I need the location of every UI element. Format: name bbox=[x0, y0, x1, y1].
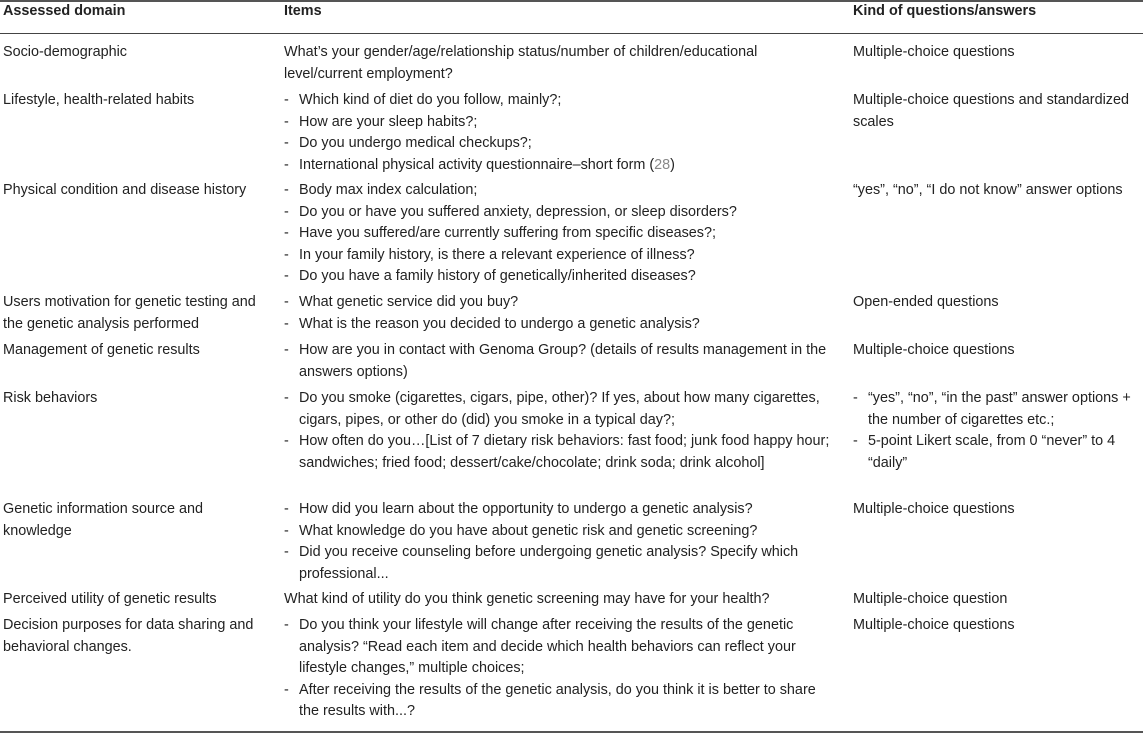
list-item: - Body max index calculation; bbox=[284, 180, 839, 202]
kind-cell: “yes”, “no”, “I do not know” answer options bbox=[853, 182, 1123, 198]
kind-cell: Open-ended questions bbox=[853, 294, 999, 310]
items-list bbox=[284, 180, 839, 288]
list-item: - International physical activity questionnaire–short form (28) bbox=[284, 155, 839, 177]
kind-cell: Multiple-choice question bbox=[853, 591, 1008, 607]
list-item: - In your family history, is there a relevant experience of illness? bbox=[284, 245, 839, 267]
items-list bbox=[284, 499, 839, 585]
list-item: - Do you think your lifestyle will change after receiving the results of the genetic analysis? “Read each item and decide which health behaviors can reflect your lifestyle changes,” multiple choices; bbox=[284, 615, 839, 680]
items-list bbox=[284, 615, 839, 723]
list-item: - How often do you…[List of 7 dietary risk behaviors: fast food; junk food happy hour; sandwiches; fried food; dessert/cake/chocolate; drink soda; drink alcohol] bbox=[284, 431, 839, 474]
items-list bbox=[284, 340, 839, 383]
domain-cell: Risk behaviors bbox=[3, 390, 98, 406]
header-rule bbox=[0, 33, 1143, 34]
kind-cell: Multiple-choice questions bbox=[853, 342, 1015, 358]
list-item: - What genetic service did you buy? bbox=[284, 292, 839, 314]
list-item: - Do you undergo medical checkups?; bbox=[284, 133, 839, 155]
list-item: - How did you learn about the opportunity to undergo a genetic analysis? bbox=[284, 499, 839, 521]
domain-cell: Users motivation for genetic testing and the genetic analysis performed bbox=[3, 294, 256, 332]
list-item: - Did you receive counseling before undergoing genetic analysis? Specify which professional... bbox=[284, 542, 839, 585]
items-list bbox=[284, 388, 839, 474]
kind-cell: Multiple-choice questions bbox=[853, 501, 1015, 517]
items-list bbox=[284, 90, 839, 176]
list-item: - Have you suffered/are currently suffering from specific diseases?; bbox=[284, 223, 839, 245]
kind-cell: Multiple-choice questions and standardized scales bbox=[853, 92, 1129, 130]
list-item: - How are your sleep habits?; bbox=[284, 112, 839, 134]
domain-cell: Socio-demographic bbox=[3, 44, 127, 60]
kind-cell: Multiple-choice questions bbox=[853, 44, 1015, 60]
list-item: - Which kind of diet do you follow, mainly?; bbox=[284, 90, 839, 112]
reference-link[interactable]: 28 bbox=[654, 156, 671, 173]
list-item: - 5-point Likert scale, from 0 “never” to 4 “daily” bbox=[853, 431, 1143, 474]
list-item: - Do you have a family history of genetically/inherited diseases? bbox=[284, 266, 839, 288]
domain-cell: Perceived utility of genetic results bbox=[3, 591, 217, 607]
list-item: - What is the reason you decided to undergo a genetic analysis? bbox=[284, 314, 839, 336]
table-bottom-rule bbox=[0, 731, 1143, 733]
list-item: - What knowledge do you have about genetic risk and genetic screening? bbox=[284, 521, 839, 543]
domain-cell: Management of genetic results bbox=[3, 342, 200, 358]
list-item: - How are you in contact with Genoma Group? (details of results management in the answers options) bbox=[284, 340, 839, 383]
header-assessed-domain: Assessed domain bbox=[3, 3, 126, 19]
items-cell: What’s your gender/age/relationship status/number of children/educational level/current employment? bbox=[284, 44, 758, 82]
list-item: - “yes”, “no”, “in the past” answer options + the number of cigarettes etc.; bbox=[853, 388, 1143, 431]
domain-cell: Decision purposes for data sharing and behavioral changes. bbox=[3, 617, 254, 655]
list-item: - Do you smoke (cigarettes, cigars, pipe, other)? If yes, about how many cigarettes, cigars, pipes, or other do (did) you smoke in a typical day?; bbox=[284, 388, 839, 431]
list-item: - Do you or have you suffered anxiety, depression, or sleep disorders? bbox=[284, 202, 839, 224]
domain-cell: Physical condition and disease history bbox=[3, 182, 247, 198]
kind-cell: Multiple-choice questions bbox=[853, 617, 1015, 633]
domain-cell: Genetic information source and knowledge bbox=[3, 501, 203, 539]
header-kind: Kind of questions/answers bbox=[853, 3, 1037, 19]
kind-list bbox=[853, 388, 1143, 474]
header-items: Items bbox=[284, 3, 322, 19]
domain-cell: Lifestyle, health-related habits bbox=[3, 92, 195, 108]
items-cell: What kind of utility do you think genetic screening may have for your health? bbox=[284, 591, 770, 607]
list-item: - After receiving the results of the genetic analysis, do you think it is better to share the results with...? bbox=[284, 680, 839, 723]
items-list bbox=[284, 292, 839, 335]
